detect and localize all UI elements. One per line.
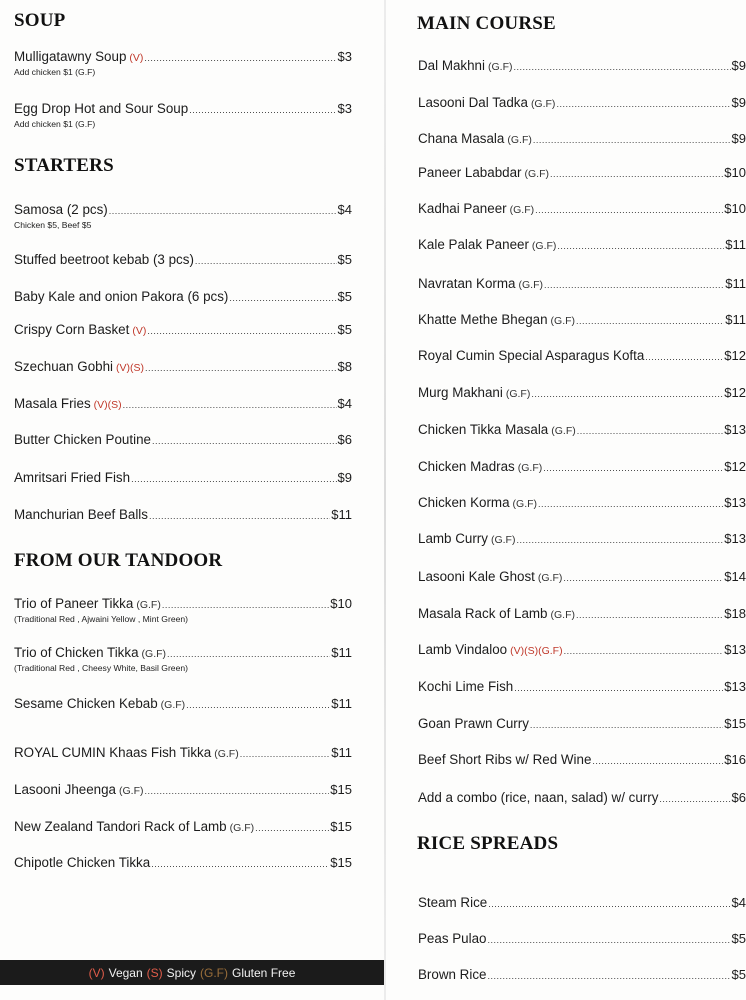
menu-item <box>14 322 352 342</box>
dot-leader <box>123 400 337 410</box>
dot-leader <box>144 53 336 63</box>
menu-item <box>418 531 746 551</box>
dot-leader <box>255 823 329 833</box>
section-heading-soup: SOUP <box>14 10 66 31</box>
menu-item-name: Stuffed beetroot kebab (3 pcs) <box>14 252 194 267</box>
menu-item-row <box>14 855 352 873</box>
menu-item-price: $11 <box>331 745 352 760</box>
menu-item-price: $6 <box>337 432 352 447</box>
section-heading-rice-spreads: RICE SPREADS <box>417 833 559 854</box>
menu-item <box>14 396 352 416</box>
dietary-tag: (G.F) <box>119 785 144 797</box>
menu-item-price: $8 <box>337 359 352 374</box>
menu-item-row <box>14 322 352 340</box>
menu-item-name: Lamb Curry <box>418 531 488 546</box>
menu-item-name: Beef Short Ribs w/ Red Wine <box>418 752 592 767</box>
menu-item <box>14 745 352 765</box>
dot-leader <box>131 474 336 484</box>
legend-gluten-free-mark: (G.F) <box>200 965 228 980</box>
menu-item-row <box>14 596 352 614</box>
menu-item-price: $11 <box>331 696 352 711</box>
menu-item-price: $13 <box>724 422 746 437</box>
menu-item <box>418 790 746 810</box>
menu-item <box>14 855 352 875</box>
menu-item-price: $18 <box>724 606 746 621</box>
menu-item <box>418 642 746 662</box>
menu-item <box>14 507 352 527</box>
dietary-tag: (G.F) <box>531 240 557 252</box>
dietary-tag: (V) <box>132 325 147 337</box>
menu-item-price: $5 <box>337 322 352 337</box>
menu-item-name: Add a combo (rice, naan, salad) w/ curry <box>418 790 659 805</box>
dot-leader <box>576 316 724 326</box>
menu-item-price: $5 <box>731 931 746 946</box>
menu-item-price: $9 <box>731 95 746 110</box>
menu-item-name: Masala Fries <box>14 396 91 411</box>
dot-leader <box>543 463 723 473</box>
menu-item-row <box>418 495 746 513</box>
menu-item-price: $11 <box>331 645 352 660</box>
dietary-tag: (G.F) <box>490 534 516 546</box>
menu-item <box>14 819 352 839</box>
menu-item-row <box>418 569 746 587</box>
menu-item-price: $13 <box>724 531 746 546</box>
dot-leader <box>564 646 724 656</box>
dot-leader <box>533 135 731 145</box>
menu-item-row <box>418 58 746 76</box>
menu-item-row <box>418 752 746 770</box>
menu-item-row <box>14 359 352 377</box>
menu-item-row <box>418 276 746 294</box>
dot-leader <box>576 610 723 620</box>
dot-leader <box>488 935 731 945</box>
dot-leader <box>149 511 330 521</box>
dot-leader <box>535 205 723 215</box>
dot-leader <box>240 749 331 759</box>
dot-leader <box>109 206 337 216</box>
menu-item-name: Peas Pulao <box>418 931 487 946</box>
menu-item-name: Chipotle Chicken Tikka <box>14 855 151 870</box>
menu-item <box>418 201 746 221</box>
dot-leader <box>516 535 723 545</box>
menu-item <box>418 569 746 589</box>
menu-item-price: $4 <box>337 396 352 411</box>
dietary-tag: (G.F) <box>524 168 549 180</box>
menu-item-name: ROYAL CUMIN Khaas Fish Tikka <box>14 745 212 760</box>
menu-item-row <box>418 531 746 549</box>
menu-item <box>418 276 746 296</box>
menu-item-row <box>418 131 746 149</box>
menu-item-row <box>14 289 352 307</box>
menu-item-price: $9 <box>731 58 746 73</box>
dot-leader <box>557 241 724 251</box>
menu-item-row <box>14 745 352 763</box>
menu-item-price: $15 <box>724 716 746 731</box>
menu-item-note: (Traditional Red , Cheesy White, Basil Green) <box>14 663 189 673</box>
menu-item-price: $12 <box>724 385 746 400</box>
menu-item-price: $9 <box>731 131 746 146</box>
menu-item-price: $6 <box>731 790 746 805</box>
dietary-tag: (G.F) <box>551 425 576 437</box>
menu-item-price: $3 <box>337 101 352 116</box>
menu-item-row <box>418 606 746 624</box>
dietary-tag: (V)(S)(G.F) <box>510 645 563 657</box>
section-heading-starters: STARTERS <box>14 155 114 176</box>
dot-leader <box>563 573 723 583</box>
menu-item-name: Egg Drop Hot and Sour Soup <box>14 101 189 116</box>
menu-item <box>418 131 746 151</box>
dietary-tag: (G.F) <box>509 204 535 216</box>
dot-leader <box>550 169 723 179</box>
menu-item-name: Navratan Korma <box>418 276 516 291</box>
menu-item-name: Sesame Chicken Kebab <box>14 696 158 711</box>
menu-item-name: Khatte Methe Bhegan <box>418 312 548 327</box>
menu-item-row <box>418 201 746 219</box>
menu-item-row <box>418 790 746 808</box>
dietary-tag: (G.F) <box>537 572 563 584</box>
menu-item <box>14 432 352 452</box>
menu-item-name: Masala Rack of Lamb <box>418 606 548 621</box>
menu-item-row <box>14 819 352 837</box>
dietary-tag: (G.F) <box>229 822 255 834</box>
menu-item-price: $5 <box>731 967 746 982</box>
menu-item-name: Manchurian Beef Balls <box>14 507 148 522</box>
menu-item <box>418 716 746 736</box>
menu-item <box>14 49 352 77</box>
menu-item-price: $15 <box>330 819 352 834</box>
dot-leader <box>152 436 337 446</box>
menu-item <box>418 967 746 987</box>
menu-item-price: $4 <box>731 895 746 910</box>
menu-item-price: $12 <box>724 348 746 363</box>
menu-item-row <box>14 470 352 488</box>
dot-leader <box>151 859 329 869</box>
menu-item <box>14 359 352 379</box>
menu-item-row <box>14 396 352 414</box>
dietary-tag: (V)(S) <box>116 362 145 374</box>
menu-item <box>418 752 746 772</box>
menu-item-price: $5 <box>337 252 352 267</box>
menu-item-row <box>418 95 746 113</box>
menu-item-row <box>418 931 746 949</box>
dot-leader <box>513 62 730 72</box>
menu-item-note: Add chicken $1 (G.F) <box>14 67 96 77</box>
dietary-tag: (G.F) <box>550 609 575 621</box>
dot-leader <box>195 256 337 266</box>
menu-item-name: Kale Palak Paneer <box>418 237 529 252</box>
menu-item-row <box>14 645 352 663</box>
menu-item-row <box>14 101 352 119</box>
menu-item-row <box>14 782 352 800</box>
menu-item-price: $11 <box>725 276 746 291</box>
legend-vegan-label: Vegan <box>108 965 143 980</box>
menu-item-name: Crispy Corn Basket <box>14 322 130 337</box>
dietary-tag: (G.F) <box>136 599 161 611</box>
menu-item-name: Chicken Tikka Masala <box>418 422 549 437</box>
legend-spicy-mark: (S) <box>146 965 163 980</box>
dot-leader <box>538 499 723 509</box>
menu-item <box>418 58 746 78</box>
menu-item-note: Add chicken $1 (G.F) <box>14 119 96 129</box>
menu-item-name: Trio of Paneer Tikka <box>14 596 134 611</box>
menu-item-row <box>14 507 352 525</box>
menu-item-name: Lasooni Jheenga <box>14 782 117 797</box>
dietary-legend <box>0 960 384 985</box>
menu-item <box>14 470 352 490</box>
menu-item <box>14 289 352 309</box>
menu-item <box>418 385 746 405</box>
menu-item <box>418 165 746 185</box>
menu-item-row <box>14 696 352 714</box>
menu-item <box>418 237 746 257</box>
menu-item-name: Kochi Lime Fish <box>418 679 514 694</box>
menu-item-price: $3 <box>337 49 352 64</box>
legend-spicy-label: Spicy <box>166 965 196 980</box>
menu-item <box>418 348 746 368</box>
dietary-tag: (G.F) <box>530 98 556 110</box>
dietary-tag: (G.F) <box>512 498 538 510</box>
menu-item-name: Dal Makhni <box>418 58 485 73</box>
menu-item <box>418 495 746 515</box>
menu-item-price: $12 <box>724 459 746 474</box>
menu-item-price: $5 <box>337 289 352 304</box>
menu-item-name: Butter Chicken Poutine <box>14 432 151 447</box>
dietary-tag: (G.F) <box>517 462 543 474</box>
section-heading-main-course: MAIN COURSE <box>417 13 556 34</box>
menu-item-row <box>14 202 352 220</box>
menu-item <box>418 895 746 915</box>
menu-item-name: Mulligatawny Soup <box>14 49 127 64</box>
menu-item <box>418 679 746 699</box>
section-heading-tandoor: FROM OUR TANDOOR <box>14 550 223 571</box>
menu-item-row <box>418 679 746 697</box>
menu-item-row <box>14 252 352 270</box>
menu-item-row <box>418 895 746 913</box>
dot-leader <box>530 720 723 730</box>
menu-item-name: Chana Masala <box>418 131 505 146</box>
menu-item <box>14 101 352 129</box>
menu-item-price: $9 <box>337 470 352 485</box>
menu-item-note: (Traditional Red , Ajwaini Yellow , Mint Green) <box>14 614 189 624</box>
dot-leader <box>577 426 724 436</box>
menu-item-row <box>418 385 746 403</box>
menu-item-name: Chicken Madras <box>418 459 515 474</box>
dot-leader <box>145 363 337 373</box>
dot-leader <box>145 786 330 796</box>
menu-item-name: Royal Cumin Special Asparagus Kofta <box>418 348 645 363</box>
dot-leader <box>162 600 329 610</box>
menu-item-row <box>418 422 746 440</box>
menu-item <box>418 422 746 442</box>
menu-item-row <box>418 967 746 985</box>
menu-item-price: $15 <box>330 855 352 870</box>
menu-item-name: Steam Rice <box>418 895 488 910</box>
menu-item-name: Szechuan Gobhi <box>14 359 114 374</box>
dot-leader <box>488 899 730 909</box>
menu-item <box>418 459 746 479</box>
dietary-tag: (G.F) <box>505 388 531 400</box>
menu-item-name: Amritsari Fried Fish <box>14 470 131 485</box>
dietary-tag: (G.F) <box>518 279 543 291</box>
dietary-tag: (V)(S) <box>93 399 122 411</box>
menu-item <box>418 606 746 626</box>
dot-leader <box>189 105 336 115</box>
menu-item <box>14 696 352 716</box>
dot-leader <box>544 280 724 290</box>
dot-leader <box>592 756 723 766</box>
dot-leader <box>531 389 723 399</box>
legend-vegan-mark: (V) <box>88 965 105 980</box>
menu-item-name: Murg Makhani <box>418 385 503 400</box>
menu-item-name: Samosa (2 pcs) <box>14 202 108 217</box>
menu-item-name: Goan Prawn Curry <box>418 716 529 731</box>
menu-item-price: $15 <box>330 782 352 797</box>
menu-item-name: Lasooni Kale Ghost <box>418 569 535 584</box>
menu-item-name: Paneer Lababdar <box>418 165 522 180</box>
menu-item-row <box>418 237 746 255</box>
menu-item <box>418 312 746 332</box>
dot-leader <box>147 326 336 336</box>
dietary-tag: (G.F) <box>141 648 167 660</box>
menu-item-price: $14 <box>724 569 746 584</box>
menu-item-name: New Zealand Tandori Rack of Lamb <box>14 819 227 834</box>
menu-item-price: $16 <box>724 752 746 767</box>
menu-item <box>14 252 352 272</box>
menu-item-name: Trio of Chicken Tikka <box>14 645 139 660</box>
menu-item-price: $10 <box>724 201 746 216</box>
menu-item <box>14 645 352 673</box>
menu-item-price: $11 <box>725 237 746 252</box>
menu-item-price: $13 <box>724 642 746 657</box>
dot-leader <box>487 971 730 981</box>
dot-leader <box>514 683 723 693</box>
menu-item-row <box>418 312 746 330</box>
menu-item <box>418 95 746 115</box>
menu-item-price: $11 <box>725 312 746 327</box>
menu-item-row <box>418 642 746 660</box>
column-divider <box>384 0 386 1000</box>
legend-gluten-free-label: Gluten Free <box>232 965 296 980</box>
menu-item-price: $10 <box>330 596 352 611</box>
menu-item-name: Chicken Korma <box>418 495 510 510</box>
menu-item-name: Baby Kale and onion Pakora (6 pcs) <box>14 289 229 304</box>
menu-item-price: $13 <box>724 679 746 694</box>
dietary-tag: (G.F) <box>160 699 186 711</box>
menu-item-price: $10 <box>724 165 746 180</box>
menu-item <box>14 596 352 624</box>
dietary-tag: (G.F) <box>550 315 576 327</box>
dot-leader <box>556 99 730 109</box>
dot-leader <box>659 794 730 804</box>
menu-item-row <box>418 716 746 734</box>
menu-item <box>14 202 352 230</box>
menu-item-row <box>14 49 352 67</box>
menu-item-row <box>418 165 746 183</box>
dietary-tag: (V) <box>129 52 144 64</box>
menu-item-name: Lasooni Dal Tadka <box>418 95 528 110</box>
dot-leader <box>167 649 330 659</box>
menu-item-row <box>418 459 746 477</box>
menu-item <box>418 931 746 951</box>
dietary-tag: (G.F) <box>214 748 239 760</box>
menu-item-price: $13 <box>724 495 746 510</box>
menu-item-note: Chicken $5, Beef $5 <box>14 220 92 230</box>
dot-leader <box>229 293 336 303</box>
dietary-tag: (G.F) <box>507 134 532 146</box>
menu-item-name: Lamb Vindaloo <box>418 642 508 657</box>
menu-item <box>14 782 352 802</box>
menu-item-row <box>418 348 746 366</box>
menu-item-price: $11 <box>331 507 352 522</box>
dot-leader <box>645 352 723 362</box>
menu-item-price: $4 <box>337 202 352 217</box>
dietary-tag: (G.F) <box>487 61 513 73</box>
menu-item-name: Kadhai Paneer <box>418 201 507 216</box>
menu-item-row <box>14 432 352 450</box>
menu-item-name: Brown Rice <box>418 967 487 982</box>
dot-leader <box>186 700 330 710</box>
